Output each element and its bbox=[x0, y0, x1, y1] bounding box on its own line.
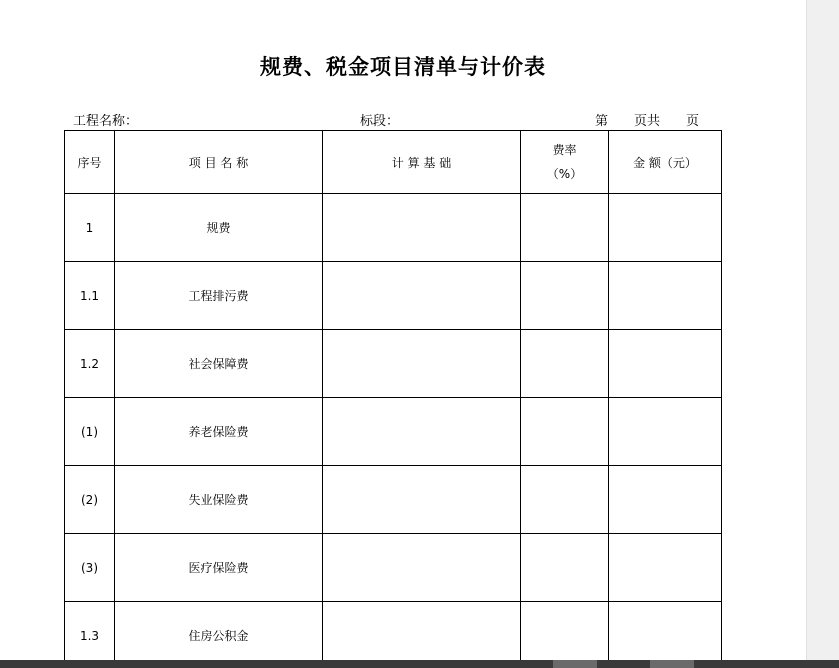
cell-item-name: 医疗保险费 bbox=[115, 534, 323, 602]
cell-rate[interactable] bbox=[521, 534, 609, 602]
cell-seq: (1) bbox=[65, 398, 115, 466]
cell-rate[interactable] bbox=[521, 602, 609, 661]
cell-item-name: 社会保障费 bbox=[115, 330, 323, 398]
cell-calc-basis[interactable] bbox=[323, 262, 521, 330]
cell-seq: 1 bbox=[65, 194, 115, 262]
cell-amount[interactable] bbox=[609, 534, 722, 602]
bottom-toolbar-strip bbox=[0, 660, 839, 668]
cell-amount[interactable] bbox=[609, 262, 722, 330]
cell-rate[interactable] bbox=[521, 262, 609, 330]
header-calc-basis: 计 算 基 础 bbox=[323, 131, 521, 194]
cell-amount[interactable] bbox=[609, 330, 722, 398]
cell-seq: 1.1 bbox=[65, 262, 115, 330]
section-label: 标段： bbox=[360, 114, 400, 129]
cell-calc-basis[interactable] bbox=[323, 602, 521, 661]
table-row bbox=[65, 194, 722, 262]
cell-calc-basis[interactable] bbox=[323, 466, 521, 534]
header-amount: 金 额（元） bbox=[609, 131, 722, 194]
cell-seq: 1.2 bbox=[65, 330, 115, 398]
cell-amount[interactable] bbox=[609, 398, 722, 466]
header-rate bbox=[521, 131, 609, 194]
cell-seq: (2) bbox=[65, 466, 115, 534]
cell-seq: 1.3 bbox=[65, 602, 115, 661]
cell-rate[interactable] bbox=[521, 398, 609, 466]
cell-item-name: 工程排污费 bbox=[115, 262, 323, 330]
table-row bbox=[65, 534, 722, 602]
page-number-label: 第 页共 页 bbox=[595, 114, 700, 129]
header-rate-line2: （%） bbox=[546, 167, 583, 181]
toolbar-segment[interactable] bbox=[650, 660, 694, 668]
cell-item-name: 规费 bbox=[115, 194, 323, 262]
table-header-row bbox=[65, 131, 722, 194]
cell-rate[interactable] bbox=[521, 330, 609, 398]
toolbar-segment[interactable] bbox=[553, 660, 597, 668]
cell-item-name: 养老保险费 bbox=[115, 398, 323, 466]
table-row bbox=[65, 330, 722, 398]
cell-rate[interactable] bbox=[521, 466, 609, 534]
vertical-scrollbar[interactable] bbox=[806, 0, 839, 668]
cell-calc-basis[interactable] bbox=[323, 534, 521, 602]
cell-seq: (3) bbox=[65, 534, 115, 602]
document-title: 规费、税金项目清单与计价表 bbox=[260, 54, 546, 79]
project-name-label: 工程名称： bbox=[73, 114, 139, 129]
cell-item-name: 住房公积金 bbox=[115, 602, 323, 661]
cell-calc-basis[interactable] bbox=[323, 330, 521, 398]
cell-rate[interactable] bbox=[521, 194, 609, 262]
table-row bbox=[65, 466, 722, 534]
cell-amount[interactable] bbox=[609, 466, 722, 534]
fee-tax-table bbox=[64, 130, 722, 660]
table-row bbox=[65, 262, 722, 330]
table-row bbox=[65, 398, 722, 466]
header-seq: 序号 bbox=[65, 131, 115, 194]
header-rate-line1: 费率 bbox=[552, 143, 577, 157]
cell-calc-basis[interactable] bbox=[323, 194, 521, 262]
cell-calc-basis[interactable] bbox=[323, 398, 521, 466]
table-row bbox=[65, 602, 722, 661]
cell-amount[interactable] bbox=[609, 602, 722, 661]
cell-amount[interactable] bbox=[609, 194, 722, 262]
header-item-name: 项 目 名 称 bbox=[115, 131, 323, 194]
cell-item-name: 失业保险费 bbox=[115, 466, 323, 534]
